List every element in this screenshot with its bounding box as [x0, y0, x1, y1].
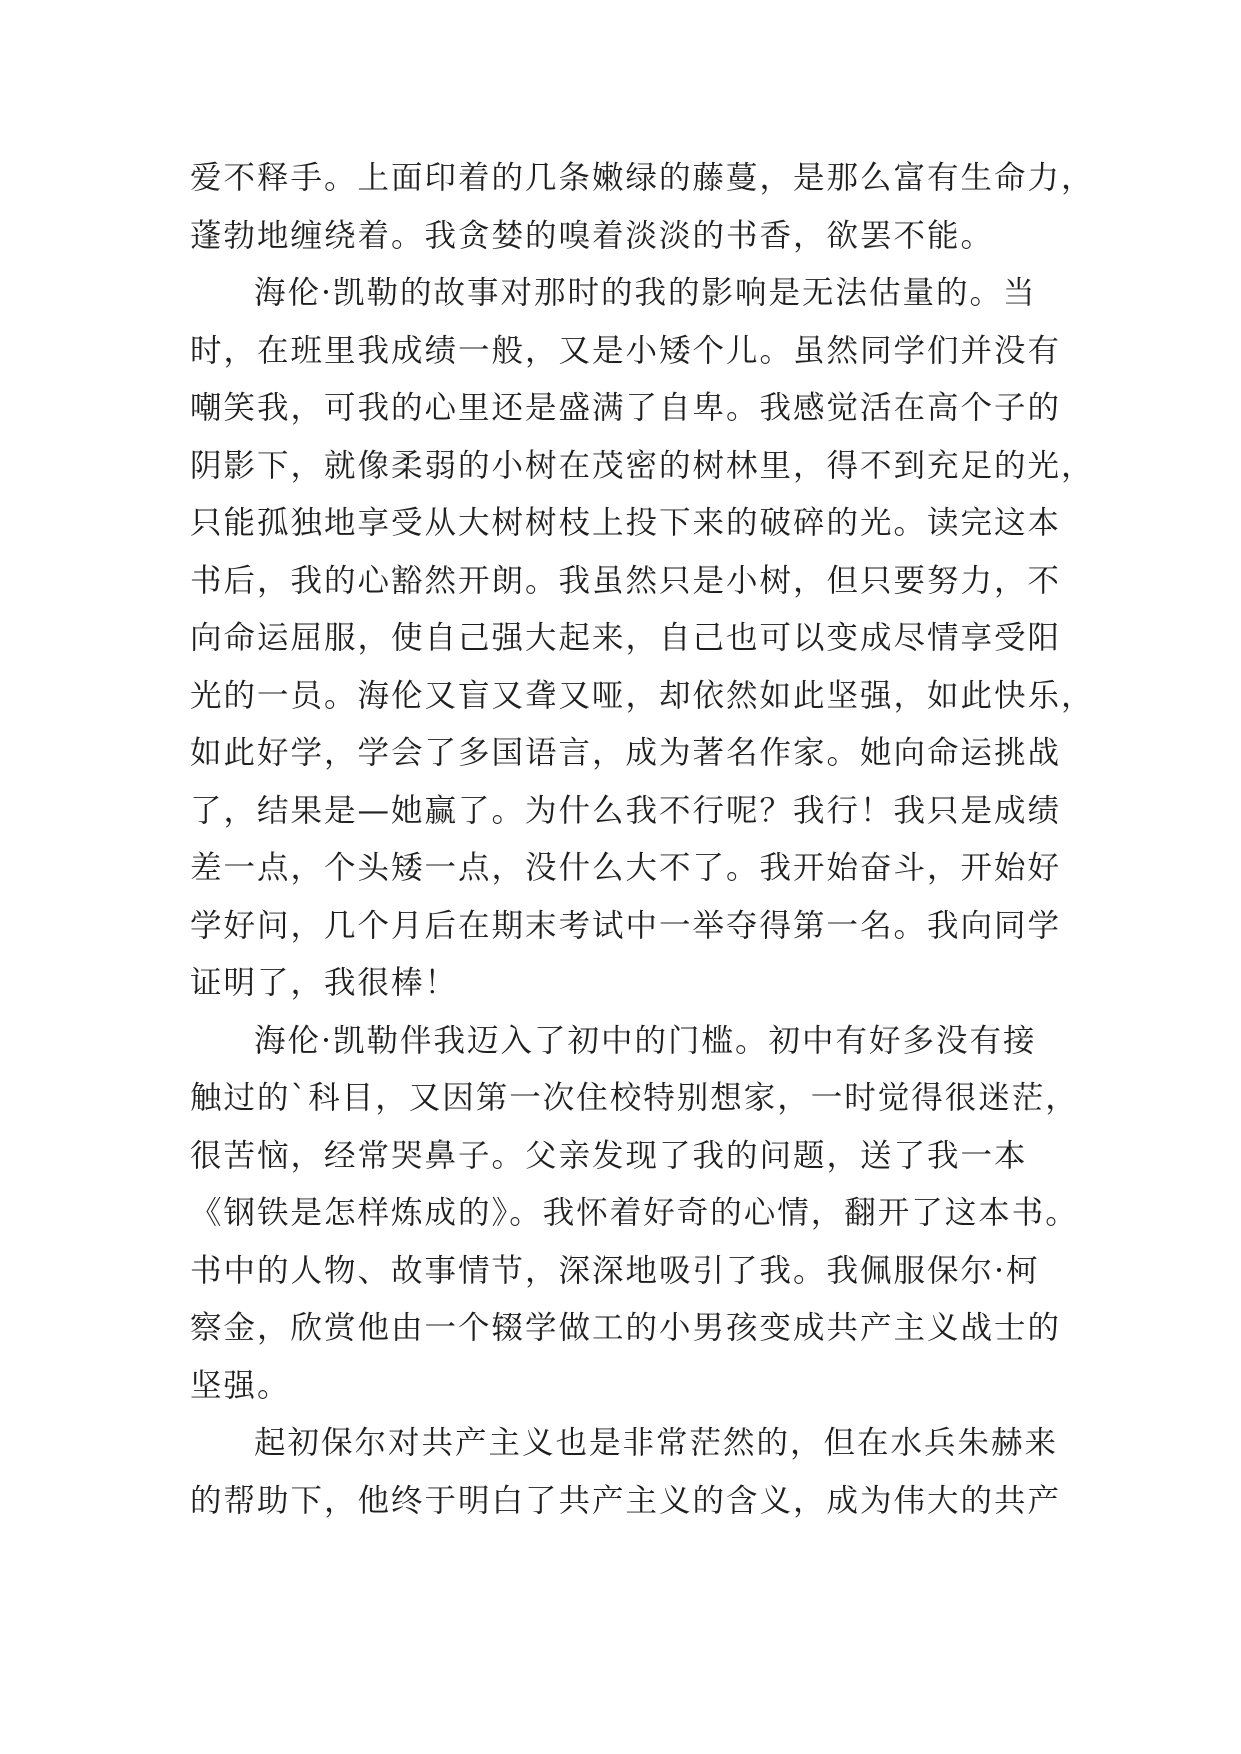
text-line: 光的一员。海伦又盲又聋又哑，却依然如此坚强，如此快乐，: [190, 677, 1095, 714]
text-line: 《钢铁是怎样炼成的》。我怀着好奇的心情，翻开了这本书。: [190, 1195, 1079, 1231]
text-line: 了，结果是—她赢了。为什么我不行呢？我行！我只是成绩: [190, 792, 1062, 829]
text-line: 嘲笑我，可我的心里还是盛满了自卑。我感觉活在高个子的: [190, 390, 1062, 426]
text-line: 向命运屈服，使自己强大起来，自己也可以变成尽情享受阳: [190, 620, 1062, 656]
paragraph-first-line: 海伦·凯勒伴我迈入了初中的门槛。初中有好多没有接: [254, 1022, 1037, 1059]
text-line: 阴影下，就像柔弱的小树在茂密的树林里，得不到充足的光，: [190, 447, 1095, 484]
paragraph-first-line: 起初保尔对共产主义也是非常茫然的，但在水兵朱赫来: [254, 1425, 1059, 1461]
text-line: 很苦恼，经常哭鼻子。父亲发现了我的问题，送了我一本: [190, 1137, 1028, 1174]
text-line: 坚强。: [190, 1367, 291, 1404]
text-line: 学好问，几个月后在期末考试中一举夺得第一名。我向同学: [190, 907, 1062, 944]
text-line: 如此好学，学会了多国语言，成为著名作家。她向命运挑战: [190, 735, 1062, 771]
paragraph-first-line: 海伦·凯勒的故事对那时的我的影响是无法估量的。当: [254, 275, 1037, 311]
text-line: 时，在班里我成绩一般，又是小矮个儿。虽然同学们并没有: [190, 332, 1062, 369]
text-line: 的帮助下，他终于明白了共产主义的含义，成为伟大的共产: [190, 1482, 1062, 1519]
text-line: 爱不释手。上面印着的几条嫩绿的藤蔓，是那么富有生命力，: [190, 160, 1095, 196]
text-line: 书后，我的心豁然开朗。我虽然只是小树，但只要努力，不: [190, 562, 1062, 599]
text-line: 只能孤独地享受从大树树枝上投下来的破碎的光。读完这本: [190, 505, 1062, 541]
text-line: 书中的人物、故事情节，深深地吸引了我。我佩服保尔·柯: [190, 1252, 1040, 1289]
text-line: 触过的`科目，又因第一次住校特别想家，一时觉得很迷茫，: [190, 1080, 1079, 1116]
text-line: 察金，欣赏他由一个辍学做工的小男孩变成共产主义战士的: [190, 1310, 1062, 1346]
text-line: 证明了，我很棒！: [190, 965, 459, 1001]
body-text: [190, 150, 1095, 1530]
text-line: 蓬勃地缠绕着。我贪婪的嗅着淡淡的书香，欲罢不能。: [190, 217, 995, 254]
text-line: 差一点，个头矮一点，没什么大不了。我开始奋斗，开始好: [190, 850, 1062, 886]
